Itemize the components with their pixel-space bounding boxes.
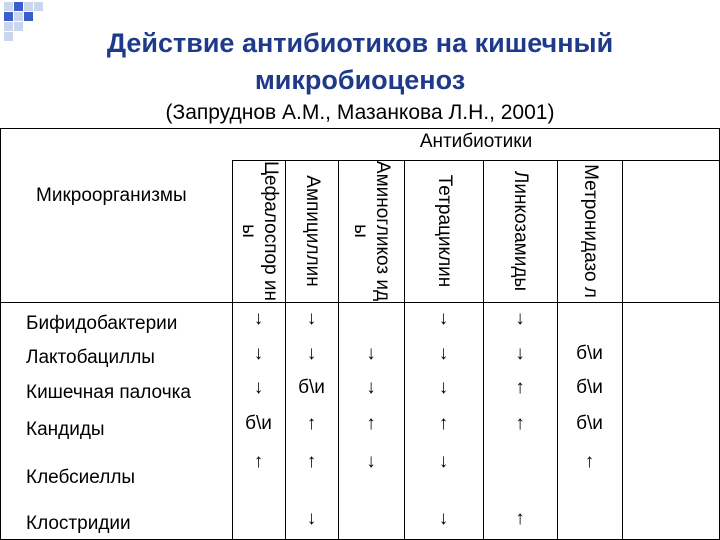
microorganism-label: Бифидобактерии <box>26 312 178 334</box>
column-line <box>285 160 286 540</box>
decor-square <box>14 12 23 21</box>
microorganism-label: Клостридии <box>26 512 131 534</box>
antibiotic-header-3 <box>404 160 483 302</box>
table-border-top <box>0 128 720 129</box>
effect-cell: б\и <box>298 377 325 398</box>
column-line <box>622 160 623 540</box>
effect-cell: ↓ <box>366 377 376 398</box>
antibiotic-label: Цефалоспор ины <box>237 161 281 301</box>
effect-cell: ↓ <box>306 343 317 364</box>
antibiotic-header-2 <box>338 160 404 302</box>
antibiotic-header-4 <box>483 160 557 302</box>
effect-cell: ↓ <box>515 343 525 364</box>
effect-cell: ↑ <box>253 451 264 472</box>
effect-cell: ↓ <box>366 343 376 364</box>
antibiotic-label: Линкозамиды <box>510 170 531 292</box>
title-line-1: Действие антибиотиков на кишечный <box>106 28 614 58</box>
antibiotic-label: Метронидазо л <box>579 164 601 298</box>
effect-cell: ↓ <box>438 308 449 329</box>
effect-cell: ↓ <box>253 343 264 364</box>
effect-cell: ↑ <box>306 451 317 472</box>
microorganism-label: Кишечная палочка <box>26 382 191 403</box>
effect-cell: ↓ <box>438 451 449 472</box>
decor-square <box>24 2 33 11</box>
effect-cell: ↑ <box>515 377 525 398</box>
decor-square <box>4 12 13 21</box>
effect-cell: б\и <box>576 413 603 434</box>
effect-cell: ↓ <box>438 377 449 398</box>
antibiotic-label: Тетрациклин <box>433 174 455 288</box>
slide-title <box>0 25 720 99</box>
effect-cell: ↓ <box>306 508 317 529</box>
effect-cell: ↓ <box>253 308 264 329</box>
decor-square <box>24 12 33 21</box>
antibiotic-label: Ампициллин <box>301 175 323 287</box>
antibiotic-header-0 <box>232 160 285 302</box>
microorganism-label: Лактобациллы <box>26 347 155 368</box>
effect-cell: ↑ <box>438 413 449 434</box>
antibiotic-header-1 <box>285 160 338 302</box>
effect-cell: ↓ <box>366 451 376 472</box>
column-line <box>404 160 405 540</box>
effect-cell: ↓ <box>438 508 449 529</box>
antibiotic-label: Аминогликоз иды <box>350 160 393 302</box>
antibiotics-subheader-line <box>232 160 720 161</box>
decor-square <box>14 2 23 11</box>
column-line <box>232 160 233 540</box>
title-line-2: микробиоценоз <box>254 65 466 95</box>
header-bottom-line <box>0 302 720 303</box>
microorganism-label: Кандиды <box>26 419 105 440</box>
decor-square <box>4 2 13 11</box>
effect-cell: ↓ <box>515 308 525 329</box>
microorganisms-header: Микроорганизмы <box>36 185 187 206</box>
column-line <box>338 160 339 540</box>
decor-square <box>34 2 43 11</box>
antibiotics-header: Антибиотики <box>419 131 533 152</box>
microorganism-label: Клебсиеллы <box>26 466 136 488</box>
effect-cell: ↑ <box>515 508 525 529</box>
effect-cell: ↓ <box>253 377 264 398</box>
effect-cell: ↓ <box>306 308 317 329</box>
column-line <box>557 160 558 540</box>
effect-cell: б\и <box>245 413 272 434</box>
effect-cell: ↑ <box>584 451 595 472</box>
effect-cell: ↑ <box>366 413 376 434</box>
column-line <box>483 160 484 540</box>
citation: (Запруднов А.М., Мазанкова Л.Н., 2001) <box>165 101 555 124</box>
effect-cell: б\и <box>576 343 603 364</box>
effect-cell: ↑ <box>306 413 317 434</box>
effect-cell: ↑ <box>515 413 525 434</box>
effect-cell: ↓ <box>438 343 449 364</box>
table-border-left <box>0 128 1 540</box>
effect-cell: б\и <box>576 377 603 398</box>
antibiotic-header-5 <box>557 160 622 302</box>
